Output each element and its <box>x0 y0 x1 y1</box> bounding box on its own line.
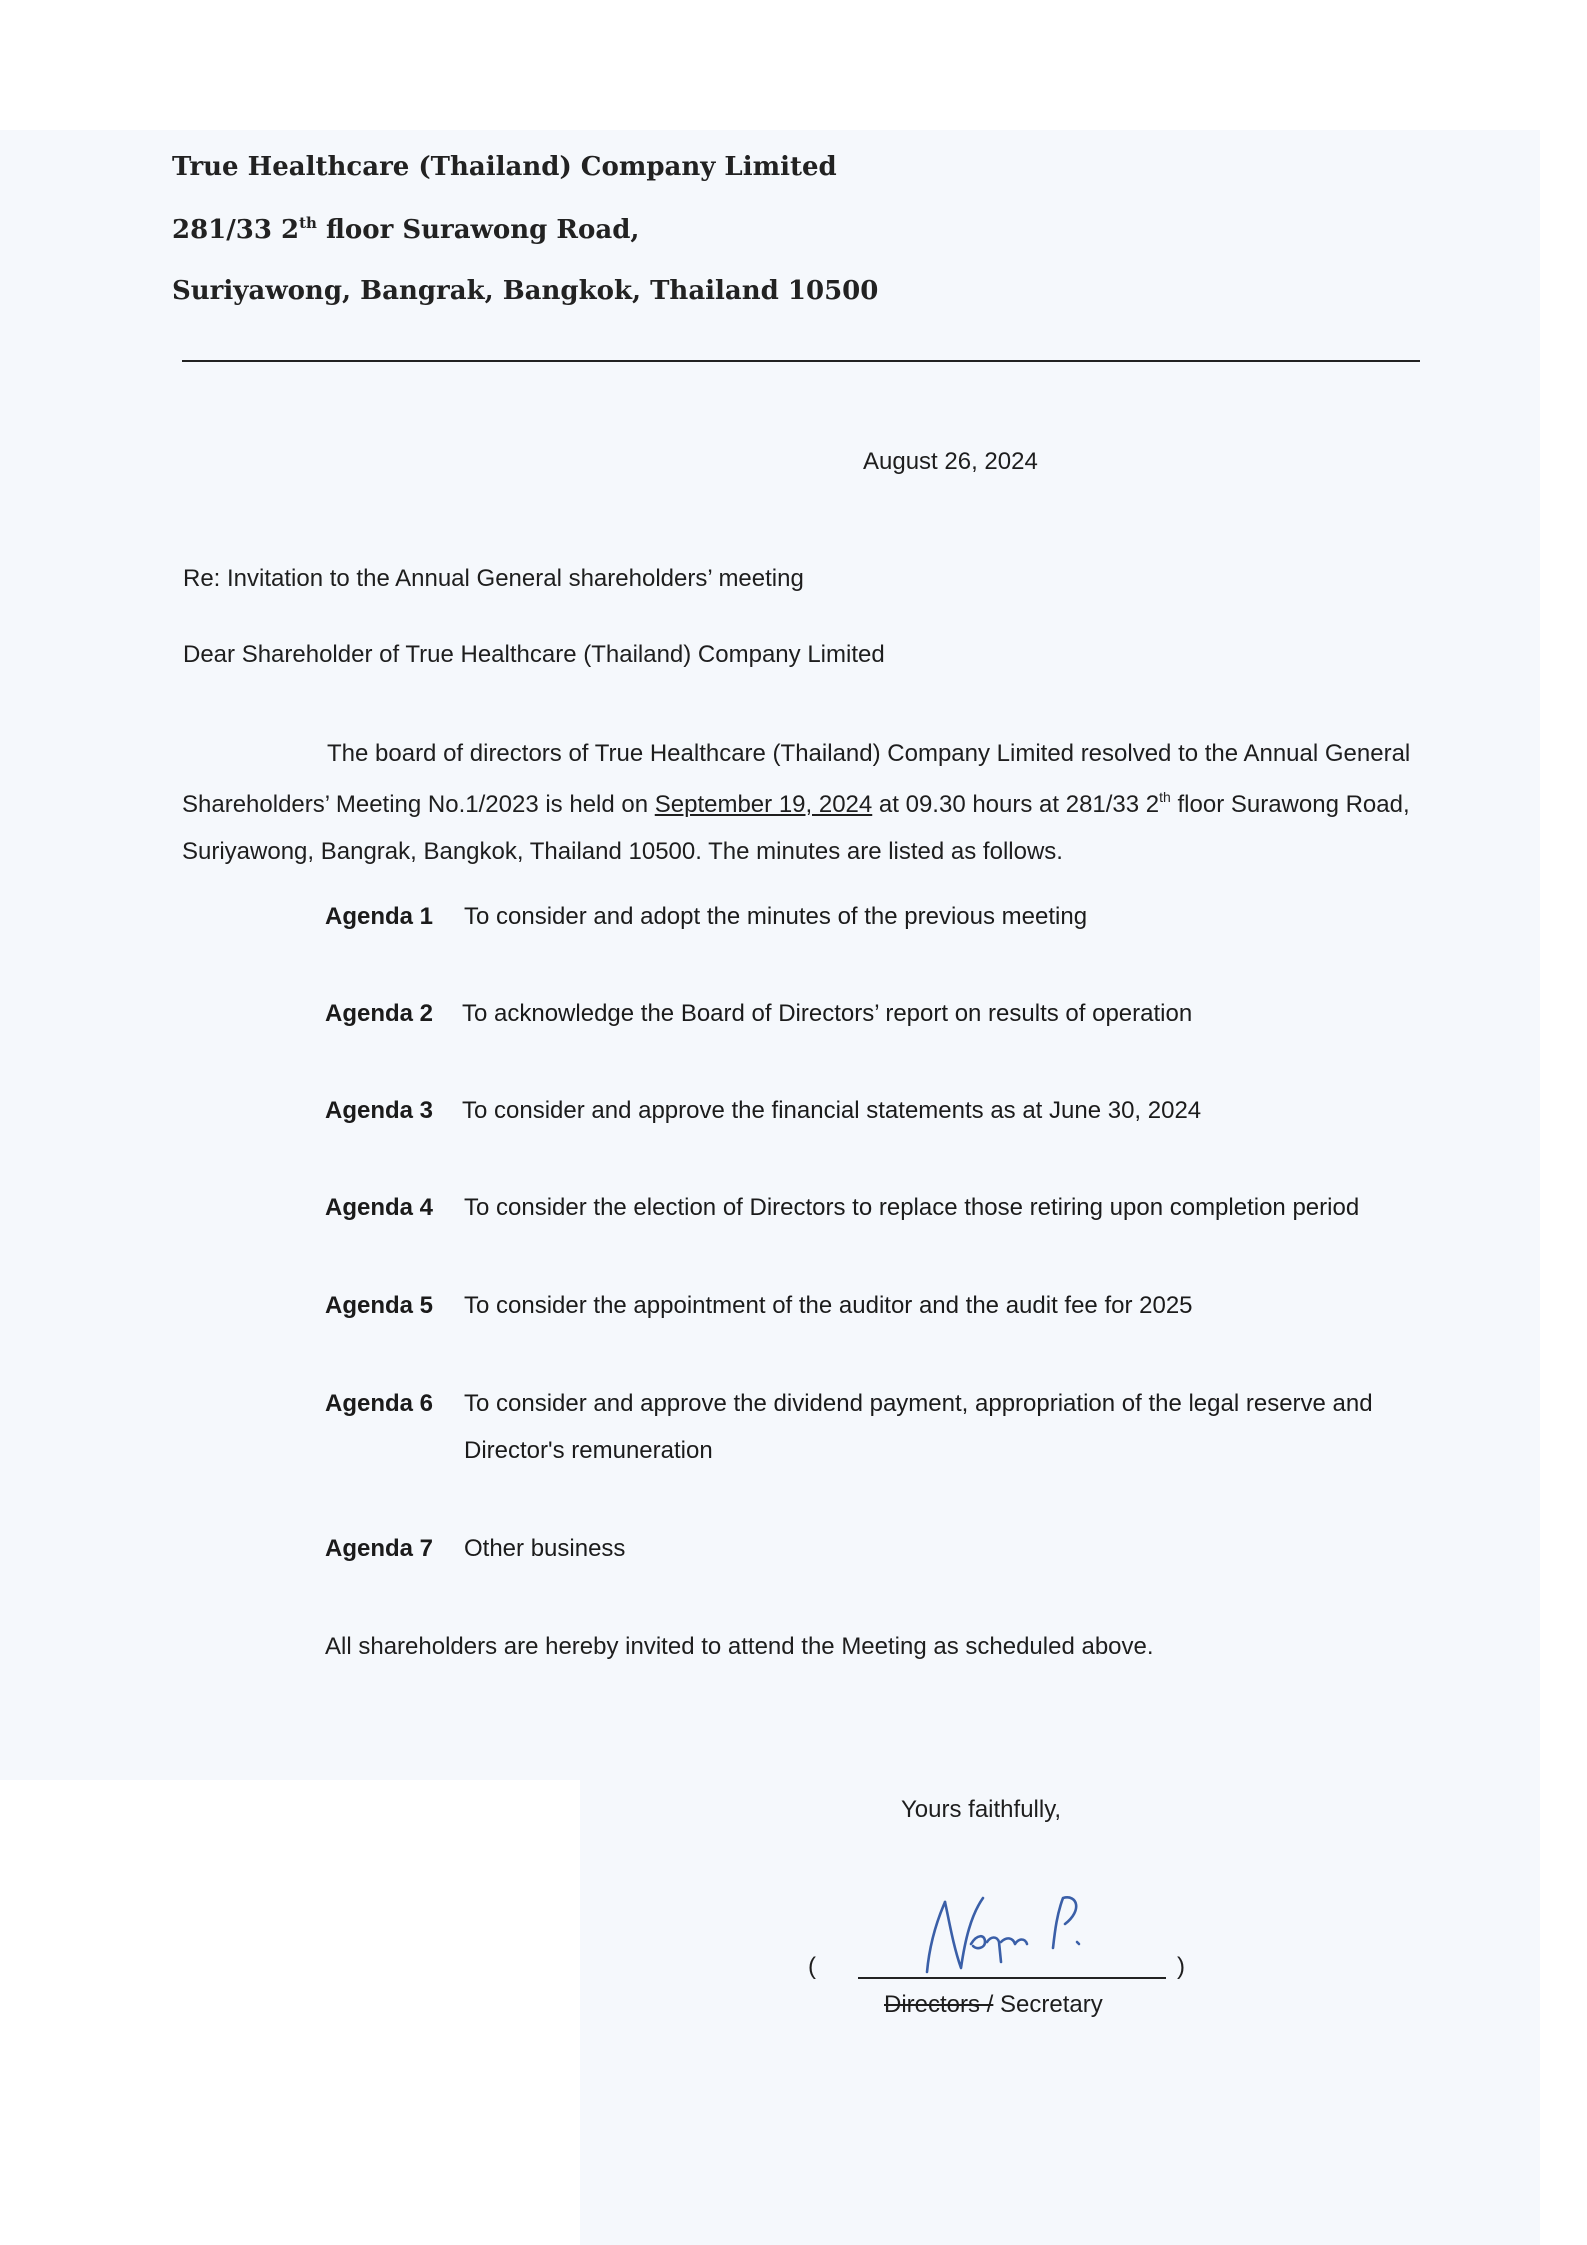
agenda-text: To consider and adopt the minutes of the previous meeting <box>464 903 1088 930</box>
agenda-text: Other business <box>464 1535 626 1562</box>
company-name: True Healthcare (Thailand) Company Limited <box>172 152 837 182</box>
address-street: floor Surawong Road, <box>316 215 640 245</box>
sign-off: Yours faithfully, <box>901 1796 1062 1823</box>
letter-subject: Re: Invitation to the Annual General shareholders’ meeting <box>183 565 804 592</box>
title-text: Secretary <box>993 1991 1103 2018</box>
handwritten-signature <box>905 1890 1125 1980</box>
agenda-text: To consider and approve the financial statements as at June 30, 2024 <box>462 1097 1202 1124</box>
struck-title: Directors / <box>884 1991 994 2018</box>
body-line-2-end: floor Surawong Road, <box>1170 791 1410 818</box>
body-line-3: Suriyawong, Bangrak, Bangkok, Thailand 10500. The minutes are listed as follows. <box>182 838 1063 865</box>
agenda-text: To consider and approve the dividend payment, appropriation of the legal reserve and <box>464 1390 1373 1417</box>
company-address-line2: Suriyawong, Bangrak, Bangkok, Thailand 10500 <box>172 276 879 306</box>
agenda-label: Agenda 7 <box>325 1535 434 1562</box>
agenda-text: To acknowledge the Board of Directors’ report on results of operation <box>462 1000 1193 1027</box>
floor-suffix: th <box>1159 789 1171 805</box>
body-line-2 <box>182 789 1410 819</box>
agenda-label: Agenda 1 <box>325 903 434 930</box>
address-suffix: th <box>299 214 317 232</box>
agenda-text: To consider the election of Directors to replace those retiring upon completion period <box>464 1194 1360 1221</box>
company-address-line1 <box>172 214 639 245</box>
agenda-text-continued: Director's remuneration <box>464 1437 713 1464</box>
letter-salutation: Dear Shareholder of True Healthcare (Thailand) Company Limited <box>183 641 885 668</box>
closing-note: All shareholders are hereby invited to attend the Meeting as scheduled above. <box>325 1633 1154 1660</box>
body-line-2-start: Shareholders’ Meeting No.1/2023 is held on <box>182 791 655 818</box>
agenda-label: Agenda 4 <box>325 1194 434 1221</box>
address-number: 281/33 2 <box>172 215 300 245</box>
agenda-label: Agenda 6 <box>325 1390 434 1417</box>
agenda-label: Agenda 5 <box>325 1292 434 1319</box>
letter-date: August 26, 2024 <box>863 448 1038 475</box>
signature-line <box>858 1977 1166 1979</box>
scan-background-light <box>0 1780 580 2245</box>
meeting-date: September 19, 2024 <box>654 791 873 818</box>
agenda-text: To consider the appointment of the auditor and the audit fee for 2025 <box>464 1292 1193 1319</box>
body-line-2-middle: at 09.30 hours at 281/33 2 <box>872 791 1160 818</box>
header-divider <box>182 360 1420 362</box>
close-paren: ) <box>1177 1953 1185 1980</box>
agenda-label: Agenda 3 <box>325 1097 434 1124</box>
signatory-title <box>884 1991 1103 2019</box>
body-line-1: The board of directors of True Healthcare (Thailand) Company Limited resolved to the Annual General <box>327 740 1411 767</box>
agenda-label: Agenda 2 <box>325 1000 434 1027</box>
open-paren: ( <box>808 1953 816 1980</box>
